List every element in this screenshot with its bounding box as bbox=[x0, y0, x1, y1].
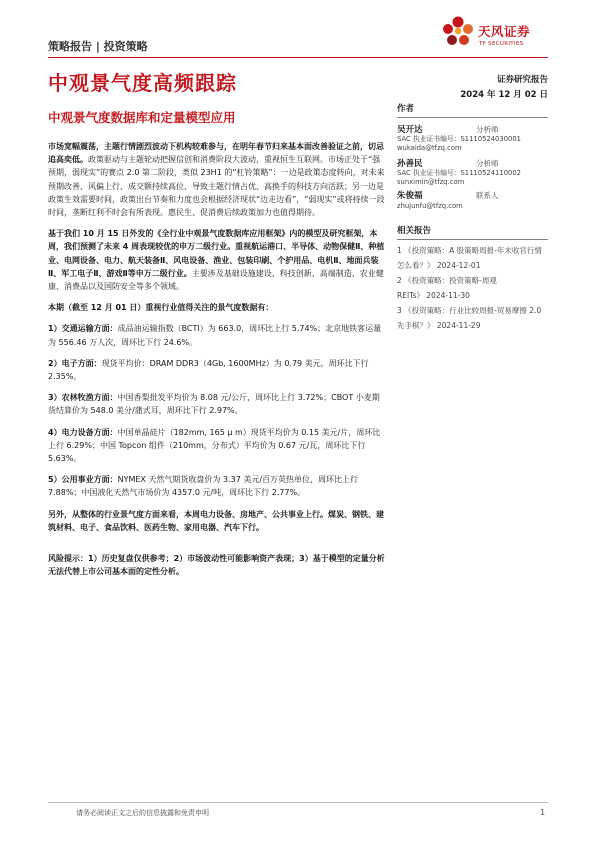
risk-label: 风险提示： bbox=[48, 554, 88, 564]
item-text: NYMEX 天然气期货收盘价为 3.37 美元/百万英热单位，周环比上行 7.88%；中国液化天然气市场价为 4357.0 元/吨，周环比下行 2.77%。 bbox=[48, 475, 359, 498]
author-card bbox=[397, 123, 548, 157]
company-logo bbox=[441, 14, 551, 54]
item-label: 4）电力设备方面： bbox=[48, 427, 118, 437]
item-text: 中国单晶硅片（182mm, 165 μ m）现货平均价为 0.15 美元/片，周环比上行 6.29%；中国 Topcon 组件（210mm，分布式）平均价为 0.67 元/瓦，周环比下行 5.63%。 bbox=[48, 427, 381, 464]
author-role: 联系人 bbox=[476, 191, 499, 200]
page-title: 中观景气度高频跟踪 bbox=[48, 71, 237, 95]
report-category: 策略报告 | 投资策略 bbox=[48, 40, 148, 53]
logo-text-en: TF SECURITIES bbox=[479, 41, 524, 47]
related-report-date: 2024-11-29 bbox=[436, 321, 481, 330]
page-number: 1 bbox=[540, 808, 545, 817]
related-heading: 相关报告 bbox=[397, 226, 432, 236]
author-cert: SAC 执业证书编号：S1110524110002 bbox=[397, 169, 521, 177]
item-label: 1）交通运输方面： bbox=[48, 324, 118, 334]
paragraph-industry-text: 主要涉及基础设施建设、科技创新、高端制造、农业健康、消费品以及国防安全等多个领域。 bbox=[48, 268, 384, 292]
page-subtitle: 中观景气度数据库和定量模型应用 bbox=[48, 110, 236, 125]
paragraph-data-intro: 本期（截至 12 月 01 日）重视行业值得关注的景气度数据有： bbox=[48, 303, 274, 313]
list-item bbox=[48, 426, 386, 466]
related-divider bbox=[397, 239, 548, 240]
related-report-link[interactable] bbox=[397, 303, 548, 333]
author-role: 分析师 bbox=[476, 125, 499, 134]
author-name: 孙善民 bbox=[397, 159, 423, 169]
related-report-title: 1 《投资策略：A 股策略周报-年末收官行情怎么看？》 bbox=[397, 246, 542, 270]
header-divider bbox=[48, 57, 548, 58]
paragraph-industry bbox=[48, 227, 386, 293]
item-label: 5）公用事业方面： bbox=[48, 475, 118, 485]
related-report-link[interactable] bbox=[397, 273, 548, 303]
author-name: 朱俊福 bbox=[397, 191, 423, 201]
logo-mark-icon bbox=[441, 14, 475, 54]
report-date: 2024 年 12 月 02 日 bbox=[460, 90, 548, 100]
author-card bbox=[397, 189, 548, 215]
main-body bbox=[48, 140, 386, 586]
list-item bbox=[48, 473, 386, 499]
author-name: 吴开达 bbox=[397, 125, 423, 135]
related-reports-section bbox=[397, 224, 548, 333]
list-item bbox=[48, 322, 386, 348]
related-report-link[interactable] bbox=[397, 243, 548, 273]
report-type: 证券研究报告 bbox=[496, 75, 548, 85]
item-text: 中国香梨批发平均价为 8.08 元/公斤，周环比上行 3.72%；CBOT 小麦期货结算价为 548.0 美分/蒲式耳，周环比下行 2.97%。 bbox=[48, 393, 380, 416]
paragraph-industry-lead: 基于我们 10 月 15 日外发的《全行业中观景气度数据库应用框架》内的模型及研究框架，本周，我们预测了未来 4 周表现较优的申万二级行业。重视航运港口、半导体、动物保健Ⅱ、种植业、电网设备、电力、航天装备Ⅱ、风电设备、渔业、包装印刷、个护用品、电机Ⅱ、地面兵装Ⅱ、军工电子Ⅱ、游戏Ⅱ等申万二级行业。 bbox=[48, 229, 385, 278]
related-report-date: 2024-12-01 bbox=[436, 261, 481, 270]
authors-section bbox=[397, 102, 548, 215]
item-text: 成品油运输指数（BCTI）为 663.0，周环比上行 5.74%；北京地铁客运量为 556.46 万人次，周环比下行 24.6%。 bbox=[48, 324, 382, 347]
list-item bbox=[48, 357, 386, 383]
authors-heading: 作者 bbox=[397, 104, 415, 114]
list-item bbox=[48, 391, 386, 417]
footer-disclaimer: 请务必阅读正文之后的信息披露和免责申明 bbox=[76, 809, 209, 817]
related-report-title: 3 《投资策略：行业比较周报-贸易摩擦 2.0 先手棋？》 bbox=[397, 306, 542, 330]
paragraph-overall: 另外，从整体的行业景气度方面来看，本周电力设备、房地产、公共事业上行。煤炭、钢铁、建筑材料、电子、食品饮料、医药生物、家用电器、汽车下行。 bbox=[48, 509, 384, 532]
author-email[interactable]: sunximin@tfzq.com bbox=[397, 178, 465, 186]
paragraph-market-lead: 市场宽幅震荡，主题行情剧烈波动下机构较难参与，在明年春节归来基本面改善验证之前，切忌追高奕低。 bbox=[48, 142, 384, 165]
authors-divider bbox=[397, 117, 548, 118]
related-report-date: 2024-11-30 bbox=[426, 291, 470, 300]
footer-divider bbox=[48, 802, 548, 803]
risk-text: 1）历史复盘仅供参考；2）市场波动性可能影响资产表现；3）基于模型的定量分析无法代替上市公司基本面的定性分析。 bbox=[48, 554, 385, 577]
item-label: 3）农林牧渔方面： bbox=[48, 393, 118, 403]
paragraph-market-text: 政策驱动与主题轮动把握信创和消费阶段大波动，重视恒生互联网。市场正处于“强预期，弱现实”的赛点 2.0 第二阶段，类似 23H1 的“杠铃策略”：一边是政策态度转向，对未来预期改善，风偏上行，成交额持续高位，导致主题行情占优、高换手的科技方向活跃；另一边是政策生效需要时间，政策出台节奏和力度也会根据经济现状“边走边看”，“弱现实”或将持续一段时间，垄断红利不时会有所表现。惠民生、促消费后续政策加力也值得期待。 bbox=[48, 155, 385, 218]
risk-warning bbox=[48, 552, 386, 578]
related-report-title: 2 《投资策略：投资策略-周观 REITs》 bbox=[397, 276, 497, 300]
paragraph-market bbox=[48, 140, 386, 219]
author-card bbox=[397, 157, 548, 189]
author-role: 分析师 bbox=[476, 159, 499, 168]
author-cert: SAC 执业证书编号：S1110524030001 bbox=[397, 135, 521, 143]
author-email[interactable]: zhujunfu@tfzq.com bbox=[397, 202, 463, 210]
item-text: 现货平均价：DRAM DDR3（4Gb, 1600MHz）为 0.79 美元，周环比下行 2.35%。 bbox=[48, 358, 369, 382]
item-label: 2）电子方面： bbox=[48, 358, 102, 368]
author-email[interactable]: wukaida@tfzq.com bbox=[397, 144, 462, 152]
logo-text-cn: 天风证券 bbox=[478, 24, 531, 39]
